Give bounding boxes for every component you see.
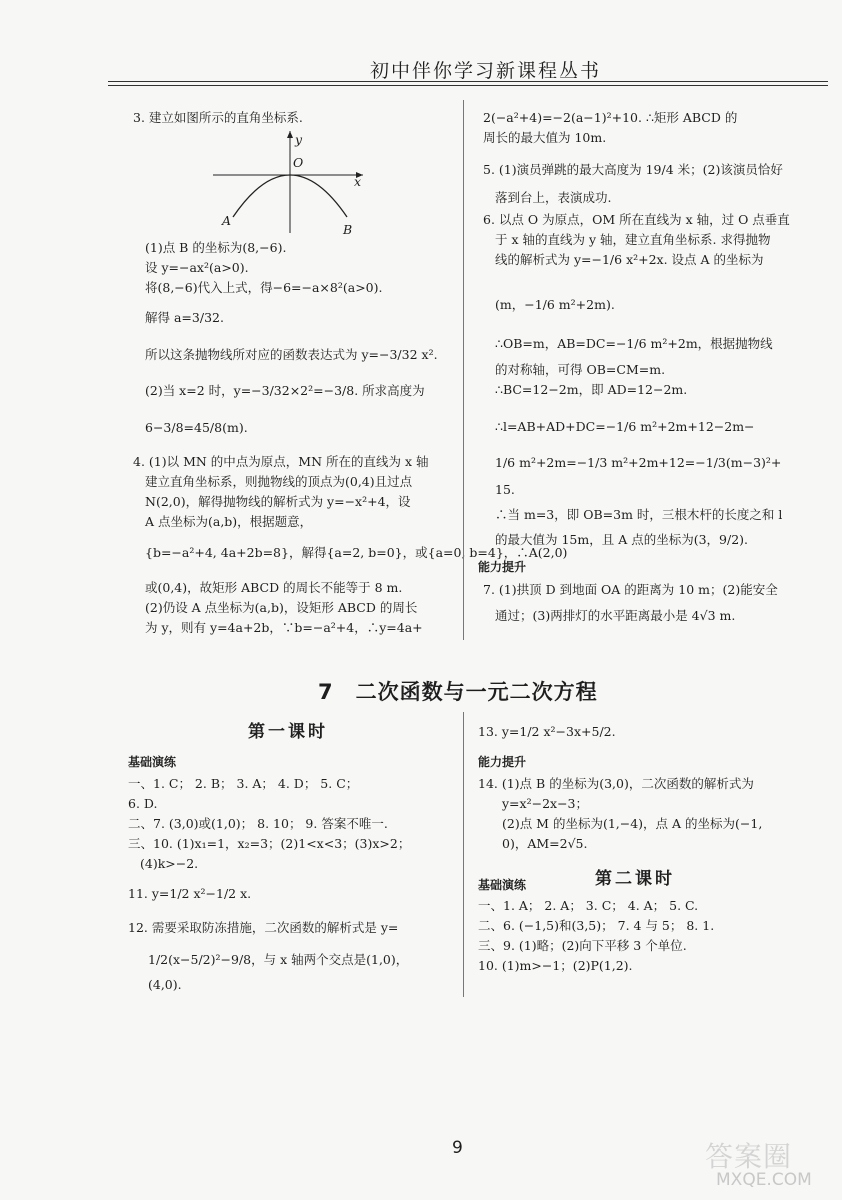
answer-line: 12. 需要采取防冻措施，二次函数的解析式是 y= — [128, 920, 399, 935]
column-divider-bottom — [463, 712, 464, 997]
answer-line: 线的解析式为 y=−1/6 x²+2x. 设点 A 的坐标为 — [495, 252, 764, 267]
header-rule-thin — [108, 85, 828, 86]
answer-line: 三、9. (1)略；(2)向下平移 3 个单位. — [478, 938, 687, 953]
answer-line: (4)k>−2. — [140, 856, 199, 871]
answer-line: 1/2(x−5/2)²−9/8，与 x 轴两个交点是(1,0)， — [148, 952, 409, 967]
answer-line: (2)点 M 的坐标为(1,−4)，点 A 的坐标为(−1, — [502, 816, 763, 831]
answer-line: 的最大值为 15m，且 A 点的坐标为(3，9/2). — [495, 532, 749, 547]
page-number: 9 — [452, 1138, 463, 1158]
answer-line: A 点坐标为(a,b)，根据题意， — [145, 514, 313, 529]
answer-line: ∴l=AB+AD+DC=−1/6 m²+2m+12−2m− — [495, 419, 755, 434]
answer-line: 设 y=−ax²(a>0). — [145, 260, 249, 275]
page-header-title: 初中伴你学习新课程丛书 — [370, 60, 602, 82]
answer-line: ∴当 m=3，即 OB=3m 时，三根木杆的长度之和 l — [495, 507, 783, 522]
header-rule — [108, 81, 828, 82]
answer-line: (1)点 B 的坐标为(8,−6). — [145, 240, 287, 255]
answer-line: 10. (1)m>−1；(2)P(1,2). — [478, 958, 633, 973]
lesson-1-title: 第一课时 — [248, 722, 328, 742]
graph-origin-label: O — [293, 155, 304, 170]
answer-line: 0)，AM=2√5. — [502, 836, 588, 851]
answer-line: 1/6 m²+2m=−1/3 m²+2m+12=−1/3(m−3)²+ — [495, 455, 782, 470]
answer-line: 或(0,4)，故矩形 ABCD 的周长不能等于 8 m. — [145, 580, 403, 595]
answer-line: y=x²−2x−3； — [502, 796, 588, 811]
answer-line: 一、1. C； 2. B； 3. A； 4. D； 5. C； — [128, 776, 359, 791]
answer-line: 解得 a=3/32. — [145, 310, 224, 325]
right-column-q6b — [495, 360, 687, 400]
answer-line: 7. (1)拱顶 D 到地面 OA 的距离为 10 m；(2)能安全 — [483, 582, 778, 597]
answer-line: 为 y，则有 y=4a+2b，∵b=−a²+4，∴y=4a+ — [145, 620, 423, 635]
answer-line: 二、7. (3,0)或(1,0)； 8. 10； 9. 答案不唯一. — [128, 816, 388, 831]
answer-line: (m，−1/6 m²+2m). — [495, 297, 615, 312]
answer-line: 的对称轴，可得 OB=CM=m. — [495, 362, 666, 377]
watermark-url: MXQE.COM — [716, 1170, 812, 1190]
answer-line: ∴OB=m，AB=DC=−1/6 m²+2m，根据抛物线 — [495, 336, 773, 351]
lesson-2-subtitle: 基础演练 — [478, 878, 527, 892]
answer-line: (4,0). — [148, 977, 182, 992]
answer-line: 13. y=1/2 x²−3x+5/2. — [478, 724, 616, 739]
graph-point-a: A — [222, 213, 232, 228]
answer-line: 通过；(3)两排灯的水平距离最小是 4√3 m. — [495, 608, 736, 623]
right-column-q7 — [483, 580, 778, 626]
subsection-ability: 能力提升 — [478, 560, 527, 574]
answer-line: (2)仍设 A 点坐标为(a,b)，设矩形 ABCD 的周长 — [145, 600, 418, 615]
answer-line: 3. 建立如图所示的直角坐标系. — [133, 110, 303, 125]
right-column-top-a — [483, 108, 737, 148]
answer-line: 落到台上，表演成功. — [495, 190, 612, 205]
right-column-q6c — [495, 480, 782, 525]
lesson-1-subtitle: 基础演练 — [128, 755, 177, 769]
answer-line: 二、6. (−1,5)和(3,5)； 7. 4 与 5； 8. 1. — [478, 918, 715, 933]
watermark-logo: 答案圈 — [705, 1140, 793, 1173]
answer-line: 14. (1)点 B 的坐标为(3,0)，二次函数的解析式为 — [478, 776, 754, 791]
right-column-q14 — [478, 774, 762, 854]
answer-line: 于 x 轴的直线为 y 轴，建立直角坐标系. 求得抛物 — [495, 232, 771, 247]
answer-line: 4. (1)以 MN 的中点为原点，MN 所在的直线为 x 轴 — [133, 454, 429, 469]
lesson-1-answers — [128, 774, 410, 874]
answer-line: 一、1. A； 2. A； 3. C； 4. A； 5. C. — [478, 898, 699, 913]
graph-y-label: y — [295, 132, 303, 147]
subsection-ability-2: 能力提升 — [478, 755, 527, 769]
answer-line: N(2,0)，解得抛物线的解析式为 y=−x²+4，设 — [145, 494, 411, 509]
answer-line: 2(−a²+4)=−2(a−1)²+10. ∴矩形 ABCD 的 — [483, 110, 738, 125]
lesson-2-title: 第二课时 — [595, 869, 675, 889]
answer-line: 6. 以点 O 为原点，OM 所在直线为 x 轴，过 O 点垂直 — [483, 212, 790, 227]
answer-line: (2)当 x=2 时，y=−3/32×2²=−3/8. 所求高度为 — [145, 383, 425, 398]
left-column-q4b — [145, 578, 423, 638]
answer-line: 建立直角坐标系，则抛物线的顶点为(0,4)且过点 — [145, 474, 413, 489]
answer-line: 三、10. (1)x₁=1，x₂=3；(2)1<x<3；(3)x>2； — [128, 836, 411, 851]
lesson-2-answers — [478, 896, 714, 976]
answer-line: 6. D. — [128, 796, 158, 811]
answer-line: 11. y=1/2 x²−1/2 x. — [128, 886, 252, 901]
answer-line: 将(8,−6)代入上式，得−6=−a×8²(a>0). — [145, 280, 383, 295]
section-title: 7 二次函数与一元二次方程 — [318, 680, 598, 704]
answer-line: 所以这条抛物线所对应的函数表达式为 y=−3/32 x². — [145, 347, 438, 362]
graph-point-b: B — [343, 222, 353, 237]
answer-line: 15. — [495, 482, 515, 497]
graph-x-label: x — [354, 174, 362, 189]
left-column-q3 — [145, 238, 382, 298]
right-column-q6 — [483, 210, 790, 270]
answer-line: ∴BC=12−2m，即 AD=12−2m. — [495, 382, 688, 397]
answer-line: 周长的最大值为 10m. — [483, 130, 607, 145]
answer-line: {b=−a²+4, 4a+2b=8}，解得{a=2, b=0}，或{a=0, b=4}，∴A(2,0) — [145, 545, 568, 560]
answer-line: 5. (1)演员弹跳的最大高度为 19/4 米；(2)该演员恰好 — [483, 162, 783, 177]
right-column-q5 — [483, 160, 783, 208]
answer-line: 6−3/8=45/8(m). — [145, 420, 248, 435]
left-column-q4 — [133, 452, 429, 532]
column-divider-top — [463, 100, 464, 640]
